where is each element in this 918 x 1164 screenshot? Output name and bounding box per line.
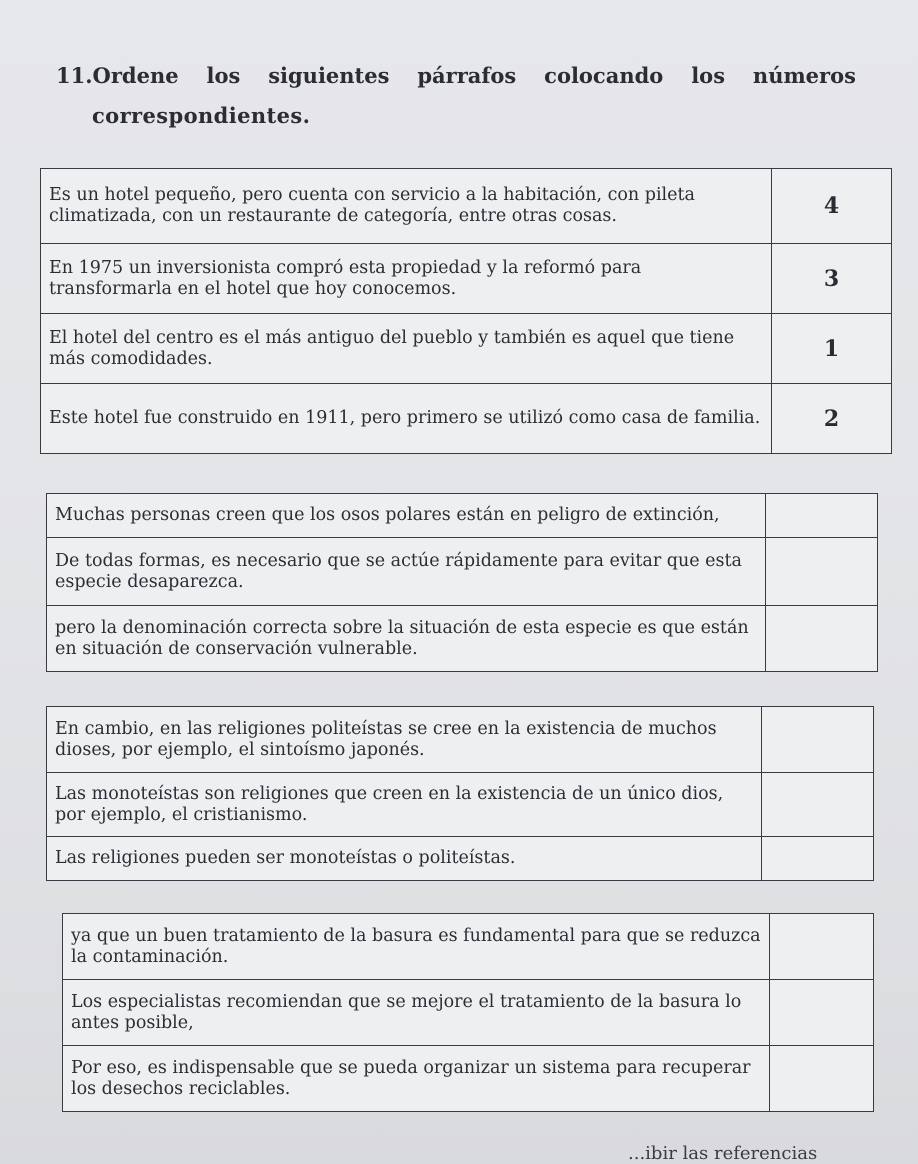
table-row — [41, 384, 892, 454]
paragraph-text: Por eso, es indispensable que se pueda organizar un sistema para recuperar los desechos reciclables. — [63, 1046, 770, 1112]
order-number-cell[interactable] — [770, 980, 874, 1046]
paragraph-text: Muchas personas creen que los osos polares están en peligro de extinción, — [47, 494, 766, 538]
paragraph-text: ya que un buen tratamiento de la basura es fundamental para que se reduzca la contaminación. — [63, 914, 770, 980]
ordering-table-polar-bears — [46, 493, 878, 672]
table-row — [47, 494, 878, 538]
paragraph-text: En 1975 un inversionista compró esta propiedad y la reformó para transformarla en el hotel que hoy conocemos. — [41, 244, 772, 314]
order-number-cell[interactable] — [766, 538, 878, 606]
table-row — [41, 169, 892, 244]
paragraph-text: Este hotel fue construido en 1911, pero primero se utilizó como casa de familia. — [41, 384, 772, 454]
exercise-word: números — [752, 63, 856, 88]
order-number-cell[interactable] — [766, 606, 878, 672]
table-row — [63, 1046, 874, 1112]
exercise-word: los — [691, 63, 726, 88]
exercise-title — [56, 56, 856, 136]
ordering-table-religions — [46, 706, 874, 881]
paragraph-text: Es un hotel pequeño, pero cuenta con servicio a la habitación, con pileta climatizada, con un restaurante de categoría, entre otras cosas. — [41, 169, 772, 244]
exercise-number: 11. — [56, 63, 93, 88]
table-row — [41, 314, 892, 384]
paragraph-text: El hotel del centro es el más antiguo del pueblo y también es aquel que tiene más comodidades. — [41, 314, 772, 384]
table-row — [41, 244, 892, 314]
order-number-cell[interactable]: 2 — [772, 384, 892, 454]
paragraph-text: pero la denominación correcta sobre la situación de esta especie es que están en situación de conservación vulnerable. — [47, 606, 766, 672]
table-row — [47, 707, 874, 773]
order-number-cell[interactable] — [762, 773, 874, 837]
paragraph-text: Las religiones pueden ser monoteístas o politeístas. — [47, 837, 762, 881]
table-row — [47, 606, 878, 672]
table-row — [47, 837, 874, 881]
ordering-table-waste — [62, 913, 874, 1112]
ordering-table-hotel — [40, 168, 892, 454]
order-number-cell[interactable]: 1 — [772, 314, 892, 384]
exercise-word: Ordene — [92, 63, 179, 88]
order-number-cell[interactable] — [762, 837, 874, 881]
table-row — [47, 773, 874, 837]
exercise-word: párrafos — [417, 63, 517, 88]
paragraph-text: En cambio, en las religiones politeístas se cree en la existencia de muchos dioses, por ejemplo, el sintoísmo japonés. — [47, 707, 762, 773]
exercise-word: siguientes — [268, 63, 390, 88]
order-number-cell[interactable] — [766, 494, 878, 538]
order-number-cell[interactable]: 3 — [772, 244, 892, 314]
paragraph-text: De todas formas, es necesario que se actúe rápidamente para evitar que esta especie desaparezca. — [47, 538, 766, 606]
footer-cut-text: ...ibir las referencias — [628, 1143, 818, 1164]
exercise-word: colocando — [544, 63, 664, 88]
exercise-word: los — [206, 63, 241, 88]
paragraph-text: Las monoteístas son religiones que creen en la existencia de un único dios, por ejemplo, el cristianismo. — [47, 773, 762, 837]
paragraph-text: Los especialistas recomiendan que se mejore el tratamiento de la basura lo antes posible, — [63, 980, 770, 1046]
order-number-cell[interactable] — [762, 707, 874, 773]
exercise-title-line-2: correspondientes. — [92, 103, 311, 128]
order-number-cell[interactable] — [770, 914, 874, 980]
order-number-cell[interactable] — [770, 1046, 874, 1112]
table-row — [63, 914, 874, 980]
exercise-title-line-1 — [56, 56, 856, 96]
order-number-cell[interactable]: 4 — [772, 169, 892, 244]
table-row — [63, 980, 874, 1046]
table-row — [47, 538, 878, 606]
